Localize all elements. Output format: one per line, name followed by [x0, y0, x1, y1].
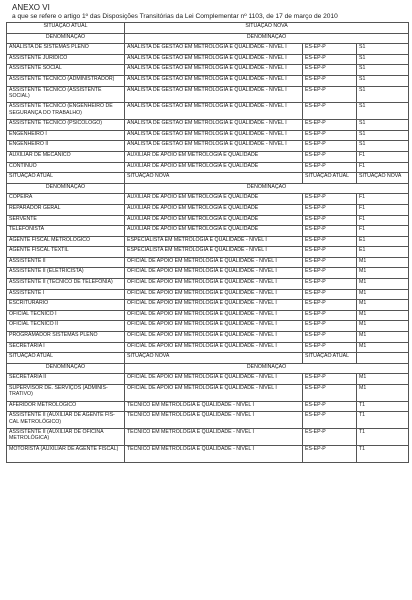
cell-reference: T1: [357, 445, 409, 462]
cell-current-title: ASSISTENTE TÉCNICO (ADMINISTRADOR): [7, 75, 125, 86]
cell-new-title: OFICIAL DE APOIO EM METROLOGIA E QUALIDADE - NÍVEL I: [125, 300, 303, 311]
cell-code: ES-EP-P: [303, 321, 357, 332]
cell-current-title: REPARADOR GERAL: [7, 204, 125, 215]
cell-current-title: ESCRITURÁRIO: [7, 300, 125, 311]
cell-reference: E1: [357, 247, 409, 258]
header-cell-current: DENOMINAÇÃO: [7, 183, 125, 194]
cell-code: ES-EP-P: [303, 429, 357, 446]
header-cell-new: DENOMINAÇÃO: [125, 183, 409, 194]
cell-new-title: TÉCNICO EM METROLOGIA E QUALIDADE - NÍVEL I: [125, 445, 303, 462]
document-title: ANEXO VI: [12, 3, 50, 12]
table-row: [7, 332, 409, 343]
cell-reference: M1: [357, 300, 409, 311]
table-row: [7, 342, 409, 353]
cell-new-title: ANALISTA DE GESTÃO EM METROLOGIA E QUALIDADE - NÍVEL I: [125, 44, 303, 55]
cell-current-title: SUPERVISOR DE. SERVIÇOS (ADMINIS-TRATIVO): [7, 385, 125, 402]
cell-new-title: SITUAÇÃO NOVA: [125, 353, 303, 364]
table-row: [7, 54, 409, 65]
cell-current-title: ASSISTENTE II (TÉCNICO DE TELEFONIA): [7, 279, 125, 290]
cell-new-title: OFICIAL DE APOIO EM METROLOGIA E QUALIDADE - NÍVEL I: [125, 321, 303, 332]
cell-reference: M1: [357, 257, 409, 268]
cell-new-title: AUXILIAR DE APOIO EM METROLOGIA E QUALIDADE: [125, 162, 303, 173]
cell-new-title: ANALISTA DE GESTÃO EM METROLOGIA E QUALIDADE - NÍVEL I: [125, 54, 303, 65]
table-row: [7, 385, 409, 402]
table-row: [7, 300, 409, 311]
cell-reference: S1: [357, 86, 409, 103]
cell-code: ES-EP-P: [303, 385, 357, 402]
table-row: [7, 401, 409, 412]
table-row: [7, 162, 409, 173]
table-header-row: [7, 23, 409, 34]
cell-reference: M1: [357, 310, 409, 321]
cell-current-title: SECRETÁRIA I: [7, 342, 125, 353]
cell-reference: M1: [357, 289, 409, 300]
cell-current-title: ASSISTENTE TÉCNICO (ENGENHEIRO DE SEGURANÇA DO TRABALHO): [7, 103, 125, 120]
cell-new-title: OFICIAL DE APOIO EM METROLOGIA E QUALIDADE - NÍVEL I: [125, 268, 303, 279]
header-cell-new: SITUAÇÃO NOVA: [125, 23, 409, 34]
cell-code: ES-EP-P: [303, 44, 357, 55]
header-cell-current: DENOMINAÇÃO: [7, 363, 125, 374]
cell-code: ES-EP-P: [303, 342, 357, 353]
table-header-row: [7, 33, 409, 44]
cell-reference: S1: [357, 130, 409, 141]
cell-reference: M1: [357, 321, 409, 332]
cell-current-title: MOTORISTA (AUXILIAR DE AGENTE FISCAL): [7, 445, 125, 462]
table-row: [7, 289, 409, 300]
cell-new-title: ESPECIALISTA EM METROLOGIA E QUALIDADE - NÍVEL I: [125, 236, 303, 247]
cell-code: SITUAÇÃO ATUAL: [303, 353, 357, 364]
cell-current-title: COPEIRA: [7, 194, 125, 205]
cell-code: ES-EP-P: [303, 374, 357, 385]
cell-code: ES-EP-P: [303, 204, 357, 215]
cell-reference: S1: [357, 120, 409, 131]
cell-new-title: TÉCNICO EM METROLOGIA E QUALIDADE - NÍVEL I: [125, 429, 303, 446]
cell-current-title: OFICIAL TÉCNICO II: [7, 321, 125, 332]
cell-reference: T1: [357, 429, 409, 446]
cell-new-title: ANALISTA DE GESTÃO EM METROLOGIA E QUALIDADE - NÍVEL I: [125, 65, 303, 76]
cell-code: ES-EP-P: [303, 54, 357, 65]
cell-reference: S1: [357, 65, 409, 76]
cell-new-title: ANALISTA DE GESTÃO EM METROLOGIA E QUALIDADE - NÍVEL I: [125, 120, 303, 131]
cell-current-title: TELEFONISTA: [7, 226, 125, 237]
cell-reference: M1: [357, 385, 409, 402]
cell-new-title: ANALISTA DE GESTÃO EM METROLOGIA E QUALIDADE - NÍVEL I: [125, 141, 303, 152]
cell-code: ES-EP-P: [303, 151, 357, 162]
cell-reference: S1: [357, 103, 409, 120]
table-body: [7, 23, 409, 463]
cell-code: ES-EP-P: [303, 65, 357, 76]
cell-reference: M1: [357, 332, 409, 343]
cell-current-title: ASSISTENTE II (AUXILIAR DE AGENTE FIS-CAL METROLÓGICO): [7, 412, 125, 429]
header-cell-current: DENOMINAÇÃO: [7, 33, 125, 44]
cell-code: SITUAÇÃO ATUAL: [303, 173, 357, 184]
cell-reference: [357, 353, 409, 364]
cell-code: ES-EP-P: [303, 257, 357, 268]
cell-current-title: AGENTE FISCAL METROLÓGICO: [7, 236, 125, 247]
cell-new-title: TÉCNICO EM METROLOGIA E QUALIDADE - NÍVEL I: [125, 412, 303, 429]
table-row: [7, 353, 409, 364]
cell-reference: F1: [357, 204, 409, 215]
table-row: [7, 445, 409, 462]
cell-reference: M1: [357, 342, 409, 353]
cell-code: ES-EP-P: [303, 120, 357, 131]
cell-current-title: AUXILIAR DE MECÂNICO: [7, 151, 125, 162]
cell-code: ES-EP-P: [303, 215, 357, 226]
header-cell-new: DENOMINAÇÃO: [125, 33, 409, 44]
table-row: [7, 141, 409, 152]
table-row: [7, 429, 409, 446]
cell-code: ES-EP-P: [303, 289, 357, 300]
cell-current-title: ASSISTENTE II (AUXILIAR DE OFICINA METROLÓGICA): [7, 429, 125, 446]
cell-reference: M1: [357, 374, 409, 385]
cell-code: ES-EP-P: [303, 310, 357, 321]
cell-current-title: CONTÍNUO: [7, 162, 125, 173]
cell-current-title: ANALISTA DE SISTEMAS PLENO: [7, 44, 125, 55]
cell-new-title: AUXILIAR DE APOIO EM METROLOGIA E QUALIDADE: [125, 151, 303, 162]
cell-code: ES-EP-P: [303, 445, 357, 462]
cell-new-title: AUXILIAR DE APOIO EM METROLOGIA E QUALIDADE: [125, 226, 303, 237]
cell-reference: F1: [357, 226, 409, 237]
cell-new-title: AUXILIAR DE APOIO EM METROLOGIA E QUALIDADE: [125, 204, 303, 215]
cell-reference: S1: [357, 44, 409, 55]
cell-code: ES-EP-P: [303, 268, 357, 279]
cell-current-title: ASSISTENTE TÉCNICO (ASSISTENTE SOCIAL): [7, 86, 125, 103]
cell-reference: E1: [357, 236, 409, 247]
table-row: [7, 412, 409, 429]
cell-reference: F1: [357, 215, 409, 226]
cell-current-title: ENGENHEIRO I: [7, 130, 125, 141]
cell-code: ES-EP-P: [303, 130, 357, 141]
table-row: [7, 374, 409, 385]
table-row: [7, 120, 409, 131]
table-header-row: [7, 363, 409, 374]
cell-code: ES-EP-P: [303, 141, 357, 152]
cell-current-title: OFICIAL TÉCNICO I: [7, 310, 125, 321]
cell-new-title: OFICIAL DE APOIO EM METROLOGIA E QUALIDADE - NÍVEL I: [125, 385, 303, 402]
cell-reference: SITUAÇÃO NOVA: [357, 173, 409, 184]
cell-code: ES-EP-P: [303, 300, 357, 311]
table-row: [7, 268, 409, 279]
cell-new-title: OFICIAL DE APOIO EM METROLOGIA E QUALIDADE - NÍVEL I: [125, 342, 303, 353]
cell-current-title: PROGRAMADOR SISTEMAS PLENO: [7, 332, 125, 343]
cell-new-title: ESPECIALISTA EM METROLOGIA E QUALIDADE - NÍVEL I: [125, 247, 303, 258]
cell-new-title: AUXILIAR DE APOIO EM METROLOGIA E QUALIDADE: [125, 215, 303, 226]
cell-reference: S1: [357, 75, 409, 86]
cell-reference: T1: [357, 412, 409, 429]
cell-code: ES-EP-P: [303, 401, 357, 412]
cell-reference: M1: [357, 268, 409, 279]
table-row: [7, 44, 409, 55]
cell-code: ES-EP-P: [303, 103, 357, 120]
table-row: [7, 86, 409, 103]
table-row: [7, 236, 409, 247]
table-row: [7, 151, 409, 162]
cell-code: ES-EP-P: [303, 332, 357, 343]
cell-current-title: SECRETÁRIA II: [7, 374, 125, 385]
transition-table: [6, 22, 409, 463]
cell-reference: F1: [357, 162, 409, 173]
cell-current-title: AGENTE FISCAL TEXTIL: [7, 247, 125, 258]
cell-new-title: ANALISTA DE GESTÃO EM METROLOGIA E QUALIDADE - NÍVEL I: [125, 86, 303, 103]
cell-new-title: ANALISTA DE GESTÃO EM METROLOGIA E QUALIDADE - NÍVEL I: [125, 130, 303, 141]
cell-code: ES-EP-P: [303, 226, 357, 237]
cell-code: ES-EP-P: [303, 86, 357, 103]
cell-current-title: ASSISTENTE II: [7, 257, 125, 268]
table-row: [7, 215, 409, 226]
cell-current-title: ASSISTENTE II (ELETRICISTA): [7, 268, 125, 279]
cell-new-title: SITUAÇÃO NOVA: [125, 173, 303, 184]
cell-new-title: OFICIAL DE APOIO EM METROLOGIA E QUALIDADE - NÍVEL I: [125, 257, 303, 268]
cell-new-title: OFICIAL DE APOIO EM METROLOGIA E QUALIDADE - NÍVEL I: [125, 374, 303, 385]
table-row: [7, 310, 409, 321]
cell-new-title: OFICIAL DE APOIO EM METROLOGIA E QUALIDADE - NÍVEL I: [125, 279, 303, 290]
cell-code: ES-EP-P: [303, 194, 357, 205]
cell-current-title: ASSISTENTE SOCIAL: [7, 65, 125, 76]
cell-current-title: ASSISTENTE I: [7, 289, 125, 300]
cell-reference: F1: [357, 151, 409, 162]
cell-new-title: OFICIAL DE APOIO EM METROLOGIA E QUALIDADE - NÍVEL I: [125, 289, 303, 300]
table-header-row: [7, 183, 409, 194]
cell-current-title: SITUAÇÃO ATUAL: [7, 353, 125, 364]
cell-code: ES-EP-P: [303, 75, 357, 86]
document-subtitle: a que se refere o artigo 1º das Disposições Transitórias da Lei Complementar nº 1103, de 17 de março de 2010: [12, 13, 338, 20]
table-row: [7, 226, 409, 237]
cell-code: ES-EP-P: [303, 412, 357, 429]
table-row: [7, 204, 409, 215]
cell-reference: S1: [357, 54, 409, 65]
table-row: [7, 75, 409, 86]
table-row: [7, 103, 409, 120]
header-cell-new: DENOMINAÇÃO: [125, 363, 409, 374]
table-row: [7, 321, 409, 332]
cell-new-title: ANALISTA DE GESTÃO EM METROLOGIA E QUALIDADE - NÍVEL I: [125, 103, 303, 120]
table-row: [7, 173, 409, 184]
cell-new-title: TÉCNICO EM METROLOGIA E QUALIDADE - NÍVEL I: [125, 401, 303, 412]
cell-current-title: ENGENHEIRO II: [7, 141, 125, 152]
cell-current-title: AFERIDOR METROLÓGICO: [7, 401, 125, 412]
cell-reference: S1: [357, 141, 409, 152]
cell-new-title: OFICIAL DE APOIO EM METROLOGIA E QUALIDADE - NÍVEL I: [125, 310, 303, 321]
header-cell-current: SITUAÇÃO ATUAL: [7, 23, 125, 34]
cell-current-title: SITUAÇÃO ATUAL: [7, 173, 125, 184]
cell-code: ES-EP-P: [303, 247, 357, 258]
document-page: [6, 3, 408, 463]
cell-reference: M1: [357, 279, 409, 290]
table-row: [7, 247, 409, 258]
cell-new-title: AUXILIAR DE APOIO EM METROLOGIA E QUALIDADE: [125, 194, 303, 205]
cell-current-title: SERVENTE: [7, 215, 125, 226]
cell-new-title: OFICIAL DE APOIO EM METROLOGIA E QUALIDADE - NÍVEL I: [125, 332, 303, 343]
cell-code: ES-EP-P: [303, 279, 357, 290]
cell-reference: F1: [357, 194, 409, 205]
cell-new-title: ANALISTA DE GESTÃO EM METROLOGIA E QUALIDADE - NÍVEL I: [125, 75, 303, 86]
cell-code: ES-EP-P: [303, 162, 357, 173]
table-row: [7, 279, 409, 290]
cell-current-title: ASSISTENTE TÉCNICO (PSICÓLOGO): [7, 120, 125, 131]
table-row: [7, 130, 409, 141]
table-row: [7, 65, 409, 76]
cell-code: ES-EP-P: [303, 236, 357, 247]
table-row: [7, 257, 409, 268]
cell-reference: T1: [357, 401, 409, 412]
table-row: [7, 194, 409, 205]
cell-current-title: ASSISTENTE JURÍDICO: [7, 54, 125, 65]
